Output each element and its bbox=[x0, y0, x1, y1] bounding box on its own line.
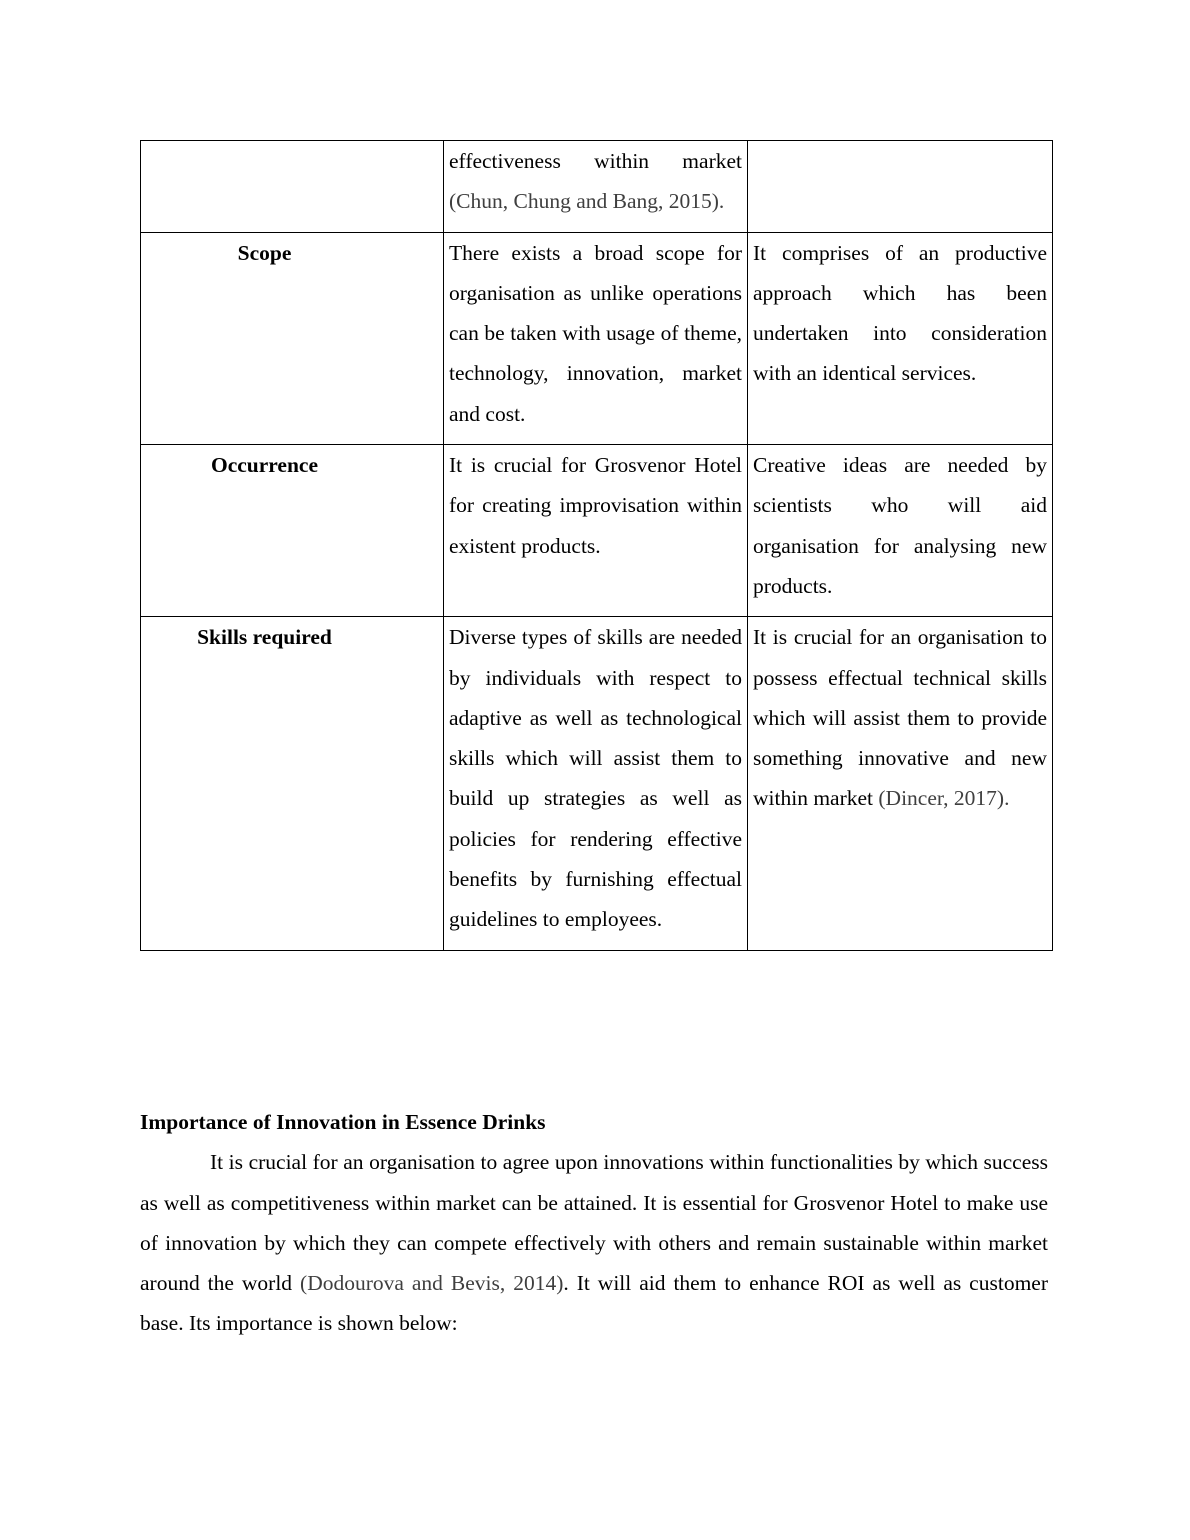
cell-text: Creative ideas are needed by scientists who will aid organisation for analysing new products. bbox=[753, 453, 1047, 598]
row-label: Occurrence bbox=[141, 445, 444, 617]
citation: (Chun, Chung and Bang, 2015). bbox=[449, 189, 725, 214]
cell-text: effectiveness within market bbox=[449, 149, 742, 173]
cell-text: It is crucial for Grosvenor Hotel for creating improvisation within existent products. bbox=[449, 453, 742, 558]
row-label: Skills required bbox=[141, 617, 444, 950]
invention-cell bbox=[748, 445, 1053, 617]
cell-text: It comprises of an productive approach which has been undertaken into consideration with an identical services. bbox=[753, 240, 1047, 386]
row-label: Scope bbox=[141, 232, 444, 444]
citation: (Dincer, 2017). bbox=[878, 786, 1010, 811]
table-row bbox=[141, 141, 1053, 233]
paragraph-text: . It will aid them to enhance ROI as well as customer base. Its importance is shown below: bbox=[140, 1271, 1048, 1336]
innovation-cell bbox=[444, 445, 748, 617]
section-paragraph bbox=[140, 1142, 1048, 1343]
citation: (Dodourova and Bevis, 2014) bbox=[300, 1271, 564, 1296]
table-row bbox=[141, 617, 1053, 950]
cell-text: It is crucial for an organisation to possess effectual technical skills which will assist them to provide something innovative and new within market bbox=[753, 625, 1047, 811]
row-label bbox=[141, 141, 444, 233]
innovation-cell bbox=[444, 232, 748, 444]
invention-cell bbox=[748, 141, 1053, 233]
invention-cell bbox=[748, 617, 1053, 950]
cell-text: There exists a broad scope for organisation as unlike operations can be taken with usage of theme, technology, innovation, market and cost. bbox=[449, 240, 742, 426]
innovation-cell bbox=[444, 617, 748, 950]
table-row bbox=[141, 445, 1053, 617]
table-row bbox=[141, 232, 1053, 444]
importance-section bbox=[140, 1102, 1048, 1344]
innovation-cell bbox=[444, 141, 748, 233]
section-heading: Importance of Innovation in Essence Drinks bbox=[140, 1110, 546, 1134]
cell-text: Diverse types of skills are needed by individuals with respect to adaptive as well as technological skills which will assist them to build up strategies as well as policies for rendering effective benefits by furnishing effectual guidelines to employees. bbox=[449, 625, 742, 932]
paragraph-text: It is crucial for an organisation to agree upon innovations within functionalities by which success as well as competitiveness within market can be attained. It is essential for Grosvenor Hotel to make use of innovation by which they can compete effectively with others and remain sustainable within market around the world bbox=[140, 1150, 1048, 1296]
comparison-table bbox=[140, 140, 1053, 951]
invention-cell bbox=[748, 232, 1053, 444]
